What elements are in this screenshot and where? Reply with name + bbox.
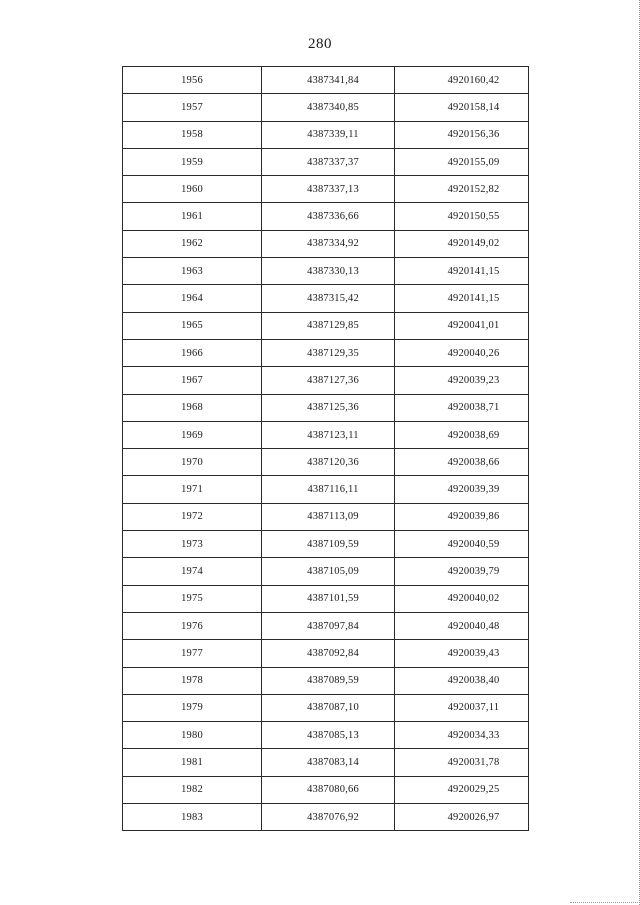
point-number-cell: 1959 bbox=[123, 148, 262, 175]
point-number-cell: 1962 bbox=[123, 230, 262, 257]
y-coordinate-cell: 4920040,02 bbox=[395, 585, 529, 612]
y-coordinate-cell: 4920141,15 bbox=[395, 258, 529, 285]
point-number-cell: 1967 bbox=[123, 367, 262, 394]
point-number-cell: 1965 bbox=[123, 312, 262, 339]
table-row bbox=[123, 230, 529, 257]
x-coordinate-cell: 4387085,13 bbox=[262, 722, 395, 749]
y-coordinate-cell: 4920156,36 bbox=[395, 121, 529, 148]
x-coordinate-cell: 4387080,66 bbox=[262, 776, 395, 803]
point-number-cell: 1966 bbox=[123, 339, 262, 366]
table-row bbox=[123, 94, 529, 121]
y-coordinate-cell: 4920150,55 bbox=[395, 203, 529, 230]
point-number-cell: 1976 bbox=[123, 612, 262, 639]
table-row bbox=[123, 476, 529, 503]
x-coordinate-cell: 4387341,84 bbox=[262, 67, 395, 94]
table-row bbox=[123, 203, 529, 230]
x-coordinate-cell: 4387125,36 bbox=[262, 394, 395, 421]
coordinates-table bbox=[122, 66, 529, 831]
point-number-cell: 1971 bbox=[123, 476, 262, 503]
coordinates-table-body bbox=[123, 67, 529, 831]
y-coordinate-cell: 4920038,71 bbox=[395, 394, 529, 421]
x-coordinate-cell: 4387097,84 bbox=[262, 612, 395, 639]
table-row bbox=[123, 558, 529, 585]
table-row bbox=[123, 667, 529, 694]
y-coordinate-cell: 4920160,42 bbox=[395, 67, 529, 94]
point-number-cell: 1983 bbox=[123, 804, 262, 831]
table-row bbox=[123, 148, 529, 175]
y-coordinate-cell: 4920152,82 bbox=[395, 176, 529, 203]
y-coordinate-cell: 4920149,02 bbox=[395, 230, 529, 257]
table-row bbox=[123, 776, 529, 803]
x-coordinate-cell: 4387101,59 bbox=[262, 585, 395, 612]
x-coordinate-cell: 4387339,11 bbox=[262, 121, 395, 148]
x-coordinate-cell: 4387337,37 bbox=[262, 148, 395, 175]
y-coordinate-cell: 4920031,78 bbox=[395, 749, 529, 776]
point-number-cell: 1978 bbox=[123, 667, 262, 694]
table-row bbox=[123, 176, 529, 203]
x-coordinate-cell: 4387334,92 bbox=[262, 230, 395, 257]
x-coordinate-cell: 4387123,11 bbox=[262, 421, 395, 448]
table-row bbox=[123, 367, 529, 394]
y-coordinate-cell: 4920039,23 bbox=[395, 367, 529, 394]
point-number-cell: 1956 bbox=[123, 67, 262, 94]
scan-edge-bottom bbox=[570, 902, 640, 903]
x-coordinate-cell: 4387340,85 bbox=[262, 94, 395, 121]
table-row bbox=[123, 749, 529, 776]
x-coordinate-cell: 4387083,14 bbox=[262, 749, 395, 776]
table-row bbox=[123, 585, 529, 612]
x-coordinate-cell: 4387109,59 bbox=[262, 531, 395, 558]
page-number: 280 bbox=[308, 36, 332, 52]
x-coordinate-cell: 4387129,85 bbox=[262, 312, 395, 339]
table-row bbox=[123, 258, 529, 285]
table-row bbox=[123, 394, 529, 421]
x-coordinate-cell: 4387120,36 bbox=[262, 449, 395, 476]
x-coordinate-cell: 4387087,10 bbox=[262, 694, 395, 721]
y-coordinate-cell: 4920038,40 bbox=[395, 667, 529, 694]
point-number-cell: 1964 bbox=[123, 285, 262, 312]
point-number-cell: 1979 bbox=[123, 694, 262, 721]
y-coordinate-cell: 4920039,39 bbox=[395, 476, 529, 503]
table-row bbox=[123, 804, 529, 831]
point-number-cell: 1977 bbox=[123, 640, 262, 667]
x-coordinate-cell: 4387105,09 bbox=[262, 558, 395, 585]
y-coordinate-cell: 4920039,43 bbox=[395, 640, 529, 667]
table-row bbox=[123, 722, 529, 749]
point-number-cell: 1970 bbox=[123, 449, 262, 476]
y-coordinate-cell: 4920038,66 bbox=[395, 449, 529, 476]
x-coordinate-cell: 4387089,59 bbox=[262, 667, 395, 694]
x-coordinate-cell: 4387129,35 bbox=[262, 339, 395, 366]
table-row bbox=[123, 503, 529, 530]
table-row bbox=[123, 339, 529, 366]
point-number-cell: 1957 bbox=[123, 94, 262, 121]
table-row bbox=[123, 312, 529, 339]
point-number-cell: 1960 bbox=[123, 176, 262, 203]
point-number-cell: 1974 bbox=[123, 558, 262, 585]
point-number-cell: 1963 bbox=[123, 258, 262, 285]
x-coordinate-cell: 4387330,13 bbox=[262, 258, 395, 285]
x-coordinate-cell: 4387336,66 bbox=[262, 203, 395, 230]
table-row bbox=[123, 121, 529, 148]
x-coordinate-cell: 4387127,36 bbox=[262, 367, 395, 394]
x-coordinate-cell: 4387337,13 bbox=[262, 176, 395, 203]
table-row bbox=[123, 449, 529, 476]
y-coordinate-cell: 4920040,26 bbox=[395, 339, 529, 366]
point-number-cell: 1968 bbox=[123, 394, 262, 421]
y-coordinate-cell: 4920040,59 bbox=[395, 531, 529, 558]
point-number-cell: 1972 bbox=[123, 503, 262, 530]
point-number-cell: 1981 bbox=[123, 749, 262, 776]
y-coordinate-cell: 4920155,09 bbox=[395, 148, 529, 175]
point-number-cell: 1958 bbox=[123, 121, 262, 148]
y-coordinate-cell: 4920039,86 bbox=[395, 503, 529, 530]
table-row bbox=[123, 531, 529, 558]
y-coordinate-cell: 4920026,97 bbox=[395, 804, 529, 831]
table-row bbox=[123, 612, 529, 639]
y-coordinate-cell: 4920141,15 bbox=[395, 285, 529, 312]
table-row bbox=[123, 694, 529, 721]
point-number-cell: 1980 bbox=[123, 722, 262, 749]
point-number-cell: 1973 bbox=[123, 531, 262, 558]
x-coordinate-cell: 4387113,09 bbox=[262, 503, 395, 530]
x-coordinate-cell: 4387092,84 bbox=[262, 640, 395, 667]
point-number-cell: 1975 bbox=[123, 585, 262, 612]
table-row bbox=[123, 67, 529, 94]
point-number-cell: 1982 bbox=[123, 776, 262, 803]
y-coordinate-cell: 4920038,69 bbox=[395, 421, 529, 448]
point-number-cell: 1961 bbox=[123, 203, 262, 230]
table-row bbox=[123, 421, 529, 448]
x-coordinate-cell: 4387315,42 bbox=[262, 285, 395, 312]
y-coordinate-cell: 4920037,11 bbox=[395, 694, 529, 721]
y-coordinate-cell: 4920039,79 bbox=[395, 558, 529, 585]
table-row bbox=[123, 640, 529, 667]
point-number-cell: 1969 bbox=[123, 421, 262, 448]
y-coordinate-cell: 4920041,01 bbox=[395, 312, 529, 339]
y-coordinate-cell: 4920158,14 bbox=[395, 94, 529, 121]
y-coordinate-cell: 4920029,25 bbox=[395, 776, 529, 803]
x-coordinate-cell: 4387076,92 bbox=[262, 804, 395, 831]
x-coordinate-cell: 4387116,11 bbox=[262, 476, 395, 503]
table-row bbox=[123, 285, 529, 312]
y-coordinate-cell: 4920040,48 bbox=[395, 612, 529, 639]
y-coordinate-cell: 4920034,33 bbox=[395, 722, 529, 749]
